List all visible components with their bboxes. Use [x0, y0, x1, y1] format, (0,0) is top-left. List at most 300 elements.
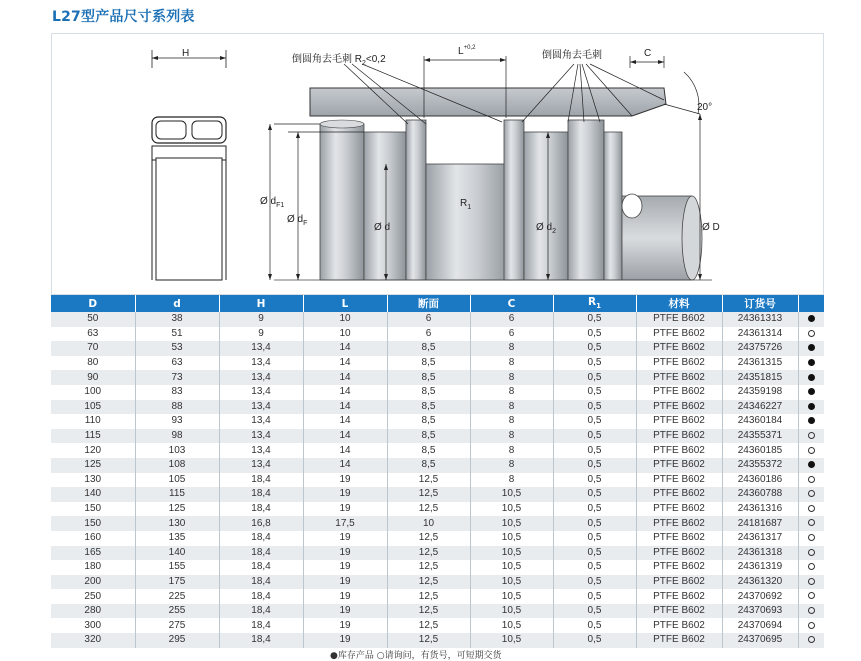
- table-cell: 90: [51, 370, 135, 385]
- in-stock-dot-icon: [808, 344, 815, 351]
- table-cell: 10: [387, 516, 470, 531]
- table-cell: PTFE B602: [636, 414, 722, 429]
- label-dF1: Ø $d_{F1}$: [260, 196, 285, 209]
- table-cell: 8: [470, 429, 553, 444]
- table-cell: 12,5: [387, 633, 470, 648]
- table-cell: 19: [303, 502, 387, 517]
- table-cell: 8: [470, 443, 553, 458]
- table-cell: 6: [387, 312, 470, 327]
- table-cell: 0,5: [553, 546, 636, 561]
- table-cell: 14: [303, 429, 387, 444]
- table-cell: 155: [135, 560, 219, 575]
- table-row: [51, 604, 824, 619]
- table-cell: 24361315: [722, 356, 798, 371]
- label-H: H: [182, 48, 190, 59]
- table-cell: 0,5: [553, 575, 636, 590]
- stock-status-cell: [798, 487, 824, 502]
- stock-status-cell: [798, 516, 824, 531]
- table-cell: 13,4: [219, 356, 303, 371]
- label-R1: $R_1$: [460, 198, 472, 211]
- table-cell: 18,4: [219, 473, 303, 488]
- table-cell: 18,4: [219, 487, 303, 502]
- table-cell: 24361313: [722, 312, 798, 327]
- table-cell: PTFE B602: [636, 400, 722, 415]
- table-cell: 38: [135, 312, 219, 327]
- table-cell: 13,4: [219, 429, 303, 444]
- dimension-table-container: [51, 295, 824, 648]
- table-cell: PTFE B602: [636, 370, 722, 385]
- on-request-circle-icon: [808, 490, 815, 497]
- table-cell: 50: [51, 312, 135, 327]
- table-cell: 24360184: [722, 414, 798, 429]
- table-cell: 19: [303, 473, 387, 488]
- table-cell: 12,5: [387, 575, 470, 590]
- stock-status-cell: [798, 327, 824, 342]
- stock-status-cell: [798, 400, 824, 415]
- table-cell: PTFE B602: [636, 487, 722, 502]
- table-cell: 24360186: [722, 473, 798, 488]
- table-cell: PTFE B602: [636, 546, 722, 561]
- table-cell: PTFE B602: [636, 516, 722, 531]
- table-cell: 105: [135, 473, 219, 488]
- table-cell: 24346227: [722, 400, 798, 415]
- table-cell: 10,5: [470, 604, 553, 619]
- col-header-material: 材料: [636, 295, 722, 312]
- table-cell: 13,4: [219, 370, 303, 385]
- table-cell: 18,4: [219, 560, 303, 575]
- label-chamfer-r2: 倒圆角去毛刺 $R_2<0,2$: [292, 54, 386, 67]
- table-cell: 12,5: [387, 487, 470, 502]
- table-row: [51, 516, 824, 531]
- table-cell: 24360788: [722, 487, 798, 502]
- table-cell: PTFE B602: [636, 458, 722, 473]
- table-cell: 115: [51, 429, 135, 444]
- on-request-circle-icon: [808, 592, 815, 599]
- stock-status-cell: [798, 312, 824, 327]
- table-cell: 12,5: [387, 560, 470, 575]
- table-cell: 8: [470, 341, 553, 356]
- label-chamfer: 倒圆角去毛刺: [542, 50, 602, 61]
- table-cell: 24361316: [722, 502, 798, 517]
- table-cell: PTFE B602: [636, 341, 722, 356]
- label-C: C: [644, 48, 652, 59]
- table-cell: 19: [303, 546, 387, 561]
- label-angle: 20°: [697, 102, 713, 113]
- col-header-section: 断面: [387, 295, 470, 312]
- on-request-circle-icon: [808, 447, 815, 454]
- table-cell: 130: [51, 473, 135, 488]
- stock-status-cell: [798, 618, 824, 633]
- stock-status-cell: [798, 546, 824, 561]
- diagram-svg: [52, 34, 825, 296]
- table-cell: 225: [135, 589, 219, 604]
- table-row: [51, 341, 824, 356]
- stock-status-cell: [798, 604, 824, 619]
- table-row: [51, 618, 824, 633]
- table-row: [51, 531, 824, 546]
- table-cell: 8: [470, 458, 553, 473]
- table-cell: 6: [470, 312, 553, 327]
- footnote: ●库存产品 ○请询问，有货号，可短期交货: [330, 651, 502, 661]
- table-cell: 0,5: [553, 400, 636, 415]
- stock-status-cell: [798, 473, 824, 488]
- table-cell: 0,5: [553, 473, 636, 488]
- table-cell: 0,5: [553, 604, 636, 619]
- table-cell: 0,5: [553, 589, 636, 604]
- table-cell: PTFE B602: [636, 356, 722, 371]
- label-d: Ø d: [374, 222, 391, 233]
- in-stock-dot-icon: [808, 359, 815, 366]
- table-cell: 18,4: [219, 618, 303, 633]
- table-cell: 300: [51, 618, 135, 633]
- col-header-stock: [798, 295, 824, 312]
- table-cell: 150: [51, 516, 135, 531]
- table-cell: 70: [51, 341, 135, 356]
- table-cell: 125: [51, 458, 135, 473]
- table-row: [51, 385, 824, 400]
- table-cell: 18,4: [219, 502, 303, 517]
- table-cell: 24361319: [722, 560, 798, 575]
- table-cell: 280: [51, 604, 135, 619]
- table-cell: 135: [135, 531, 219, 546]
- table-cell: 14: [303, 443, 387, 458]
- table-cell: 24361318: [722, 546, 798, 561]
- table-cell: 10,5: [470, 589, 553, 604]
- table-cell: 12,5: [387, 502, 470, 517]
- table-cell: PTFE B602: [636, 560, 722, 575]
- table-cell: 13,4: [219, 341, 303, 356]
- table-cell: 24361314: [722, 327, 798, 342]
- table-cell: 19: [303, 487, 387, 502]
- col-header-L: L: [303, 295, 387, 312]
- table-cell: 51: [135, 327, 219, 342]
- table-cell: 8,5: [387, 400, 470, 415]
- in-stock-dot-icon: [808, 403, 815, 410]
- table-cell: 12,5: [387, 618, 470, 633]
- table-cell: 53: [135, 341, 219, 356]
- table-cell: 295: [135, 633, 219, 648]
- stock-status-cell: [798, 531, 824, 546]
- table-cell: 110: [51, 414, 135, 429]
- table-cell: 160: [51, 531, 135, 546]
- table-cell: 14: [303, 370, 387, 385]
- table-cell: 10,5: [470, 502, 553, 517]
- table-cell: 10,5: [470, 531, 553, 546]
- table-cell: 17,5: [303, 516, 387, 531]
- col-header-order-no: 订货号: [722, 295, 798, 312]
- table-cell: 0,5: [553, 560, 636, 575]
- table-cell: 10,5: [470, 560, 553, 575]
- table-row: [51, 414, 824, 429]
- table-cell: 8,5: [387, 414, 470, 429]
- table-cell: 120: [51, 443, 135, 458]
- table-row: [51, 327, 824, 342]
- table-cell: 19: [303, 589, 387, 604]
- table-cell: 8,5: [387, 385, 470, 400]
- table-cell: 8,5: [387, 356, 470, 371]
- table-row: [51, 370, 824, 385]
- table-cell: 12,5: [387, 531, 470, 546]
- table-cell: 165: [51, 546, 135, 561]
- table-cell: 250: [51, 589, 135, 604]
- table-row: [51, 633, 824, 648]
- table-cell: 18,4: [219, 589, 303, 604]
- table-cell: 88: [135, 400, 219, 415]
- table-cell: 16,8: [219, 516, 303, 531]
- table-cell: 0,5: [553, 429, 636, 444]
- table-cell: 8: [470, 400, 553, 415]
- table-cell: 13,4: [219, 414, 303, 429]
- table-row: [51, 443, 824, 458]
- table-cell: 80: [51, 356, 135, 371]
- on-request-circle-icon: [808, 578, 815, 585]
- stock-status-cell: [798, 429, 824, 444]
- shaft: [274, 120, 712, 280]
- on-request-circle-icon: [808, 519, 815, 526]
- table-row: [51, 458, 824, 473]
- table-cell: 18,4: [219, 604, 303, 619]
- table-cell: 6: [387, 327, 470, 342]
- table-cell: 8: [470, 414, 553, 429]
- table-cell: 200: [51, 575, 135, 590]
- table-cell: 0,5: [553, 487, 636, 502]
- on-request-circle-icon: [808, 330, 815, 337]
- stock-status-cell: [798, 370, 824, 385]
- seal-section: [152, 50, 226, 280]
- table-cell: 9: [219, 312, 303, 327]
- table-cell: 8,5: [387, 458, 470, 473]
- table-cell: PTFE B602: [636, 429, 722, 444]
- dimension-table: [51, 295, 824, 648]
- table-cell: 180: [51, 560, 135, 575]
- table-cell: 24370693: [722, 604, 798, 619]
- table-cell: 0,5: [553, 341, 636, 356]
- on-request-circle-icon: [808, 607, 815, 614]
- table-cell: 255: [135, 604, 219, 619]
- label-dF: Ø $d_F$: [287, 214, 308, 227]
- table-cell: 115: [135, 487, 219, 502]
- table-cell: PTFE B602: [636, 473, 722, 488]
- table-cell: 6: [470, 327, 553, 342]
- table-cell: PTFE B602: [636, 575, 722, 590]
- on-request-circle-icon: [808, 549, 815, 556]
- seal-groove-diagram: [51, 33, 824, 295]
- stock-status-cell: [798, 560, 824, 575]
- table-row: [51, 429, 824, 444]
- label-L: $L^{+0,2}$: [458, 45, 476, 57]
- table-cell: 24370695: [722, 633, 798, 648]
- table-cell: 105: [51, 400, 135, 415]
- table-cell: 0,5: [553, 370, 636, 385]
- table-cell: 140: [51, 487, 135, 502]
- table-cell: PTFE B602: [636, 589, 722, 604]
- table-cell: 13,4: [219, 458, 303, 473]
- table-cell: 14: [303, 414, 387, 429]
- table-header-row: [51, 295, 824, 312]
- stock-status-cell: [798, 356, 824, 371]
- table-cell: 0,5: [553, 385, 636, 400]
- table-cell: 10,5: [470, 633, 553, 648]
- table-cell: PTFE B602: [636, 604, 722, 619]
- table-cell: PTFE B602: [636, 502, 722, 517]
- on-request-circle-icon: [808, 622, 815, 629]
- housing-bar: [310, 88, 666, 116]
- table-cell: 93: [135, 414, 219, 429]
- table-cell: 8: [470, 356, 553, 371]
- table-cell: 0,5: [553, 633, 636, 648]
- table-cell: 10,5: [470, 546, 553, 561]
- table-cell: 0,5: [553, 327, 636, 342]
- table-cell: 12,5: [387, 604, 470, 619]
- table-cell: 8: [470, 473, 553, 488]
- table-cell: 12,5: [387, 589, 470, 604]
- table-cell: 24355371: [722, 429, 798, 444]
- table-row: [51, 487, 824, 502]
- table-cell: 18,4: [219, 575, 303, 590]
- table-cell: 14: [303, 385, 387, 400]
- table-cell: 14: [303, 458, 387, 473]
- table-cell: 63: [51, 327, 135, 342]
- in-stock-dot-icon: [808, 315, 815, 322]
- table-row: [51, 312, 824, 327]
- table-cell: 73: [135, 370, 219, 385]
- table-row: [51, 356, 824, 371]
- table-cell: 10: [303, 312, 387, 327]
- table-cell: 19: [303, 633, 387, 648]
- table-cell: 125: [135, 502, 219, 517]
- table-cell: 13,4: [219, 443, 303, 458]
- label-d2: Ø $d_2$: [536, 222, 557, 235]
- table-cell: 0,5: [553, 356, 636, 371]
- table-cell: 18,4: [219, 633, 303, 648]
- table-cell: 83: [135, 385, 219, 400]
- table-cell: 19: [303, 531, 387, 546]
- table-cell: PTFE B602: [636, 327, 722, 342]
- table-cell: 14: [303, 341, 387, 356]
- col-header-H: H: [219, 295, 303, 312]
- table-cell: 8: [470, 385, 553, 400]
- table-cell: 130: [135, 516, 219, 531]
- in-stock-dot-icon: [808, 461, 815, 468]
- table-cell: 320: [51, 633, 135, 648]
- table-cell: 10,5: [470, 618, 553, 633]
- table-row: [51, 502, 824, 517]
- table-cell: 24360185: [722, 443, 798, 458]
- table-row: [51, 560, 824, 575]
- table-cell: 19: [303, 575, 387, 590]
- table-cell: 14: [303, 356, 387, 371]
- table-cell: 19: [303, 604, 387, 619]
- stock-status-cell: [798, 633, 824, 648]
- table-cell: 10,5: [470, 516, 553, 531]
- table-cell: 275: [135, 618, 219, 633]
- table-cell: 24375726: [722, 341, 798, 356]
- on-request-circle-icon: [808, 476, 815, 483]
- table-cell: 0,5: [553, 312, 636, 327]
- table-cell: PTFE B602: [636, 385, 722, 400]
- table-cell: 24361320: [722, 575, 798, 590]
- table-cell: 9: [219, 327, 303, 342]
- table-cell: 18,4: [219, 546, 303, 561]
- table-row: [51, 473, 824, 488]
- table-cell: 8,5: [387, 370, 470, 385]
- stock-status-cell: [798, 589, 824, 604]
- table-cell: 8,5: [387, 341, 470, 356]
- table-cell: 12,5: [387, 473, 470, 488]
- table-cell: 98: [135, 429, 219, 444]
- on-request-circle-icon: [808, 636, 815, 643]
- table-cell: 63: [135, 356, 219, 371]
- table-cell: 19: [303, 560, 387, 575]
- table-cell: 8,5: [387, 443, 470, 458]
- in-stock-dot-icon: [808, 374, 815, 381]
- table-cell: PTFE B602: [636, 443, 722, 458]
- on-request-circle-icon: [808, 505, 815, 512]
- table-cell: 0,5: [553, 414, 636, 429]
- table-cell: 175: [135, 575, 219, 590]
- table-cell: 10,5: [470, 487, 553, 502]
- table-cell: PTFE B602: [636, 633, 722, 648]
- stock-status-cell: [798, 502, 824, 517]
- table-cell: PTFE B602: [636, 531, 722, 546]
- col-header-R1: $R_1$: [553, 295, 636, 312]
- stock-status-cell: [798, 385, 824, 400]
- table-cell: 18,4: [219, 531, 303, 546]
- table-cell: 12,5: [387, 546, 470, 561]
- table-cell: 24359198: [722, 385, 798, 400]
- table-cell: 0,5: [553, 458, 636, 473]
- stock-status-cell: [798, 341, 824, 356]
- table-cell: 24370692: [722, 589, 798, 604]
- in-stock-dot-icon: [808, 417, 815, 424]
- table-cell: 14: [303, 400, 387, 415]
- table-cell: 13,4: [219, 385, 303, 400]
- col-header-d: d: [135, 295, 219, 312]
- table-cell: PTFE B602: [636, 618, 722, 633]
- table-cell: 140: [135, 546, 219, 561]
- table-cell: PTFE B602: [636, 312, 722, 327]
- on-request-circle-icon: [808, 432, 815, 439]
- table-row: [51, 546, 824, 561]
- on-request-circle-icon: [808, 534, 815, 541]
- table-cell: 108: [135, 458, 219, 473]
- stock-status-cell: [798, 575, 824, 590]
- table-cell: 24355372: [722, 458, 798, 473]
- table-cell: 0,5: [553, 618, 636, 633]
- table-cell: 0,5: [553, 531, 636, 546]
- table-cell: 10,5: [470, 575, 553, 590]
- in-stock-dot-icon: [808, 388, 815, 395]
- table-cell: 13,4: [219, 400, 303, 415]
- table-row: [51, 400, 824, 415]
- table-cell: 19: [303, 618, 387, 633]
- stock-status-cell: [798, 458, 824, 473]
- on-request-circle-icon: [808, 563, 815, 570]
- table-cell: 8: [470, 370, 553, 385]
- col-header-D: D: [51, 295, 135, 312]
- stock-status-cell: [798, 414, 824, 429]
- page-title: L27型产品尺寸系列表: [52, 9, 195, 25]
- table-cell: 24181687: [722, 516, 798, 531]
- table-cell: 150: [51, 502, 135, 517]
- table-cell: 0,5: [553, 443, 636, 458]
- table-row: [51, 589, 824, 604]
- table-cell: 10: [303, 327, 387, 342]
- table-cell: 103: [135, 443, 219, 458]
- table-cell: 0,5: [553, 516, 636, 531]
- stock-status-cell: [798, 443, 824, 458]
- table-body: [51, 312, 824, 648]
